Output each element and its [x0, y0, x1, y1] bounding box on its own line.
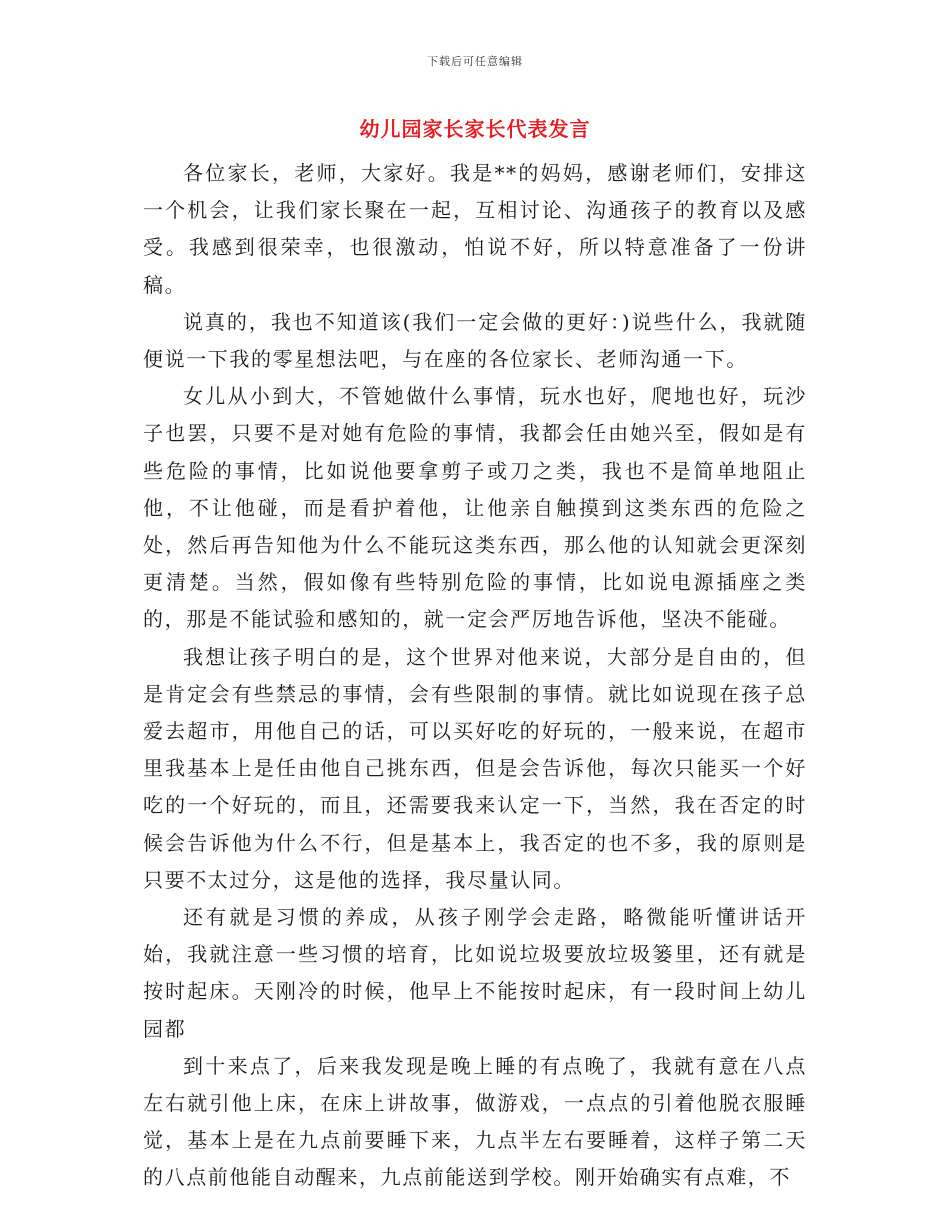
paragraph: 我想让孩子明白的是，这个世界对他来说，大部分是自由的，但是肯定会有些禁忌的事情，会有些限制的事情。就比如说现在孩子总爱去超市，用他自己的话，可以买好吃的好玩的，一般来说，在超市里我基本上是任由他自己挑东西，但是会告诉他，每次只能买一个好吃的一个好玩的，而且，还需要我来认定一下，当然，我在否定的时候会告诉他为什么不行，但是基本上，我否定的也不多，我的原则是只要不太过分，这是他的选择，我尽量认同。 [143, 644, 807, 892]
paragraph: 到十来点了，后来我发现是晚上睡的有点晚了，我就有意在八点左右就引他上床，在床上讲故事，做游戏，一点点的引着他脱衣服睡觉，基本上是在九点前要睡下来，九点半左右要睡着，这样子第二天的八点前他能自动醒来，九点前能送到学校。刚开始确实有点难，不 [143, 1053, 807, 1190]
header-note: 下载后可任意编辑 [427, 55, 523, 68]
paragraph: 女儿从小到大，不管她做什么事情，玩水也好，爬地也好，玩沙子也罢，只要不是对她有危险的事情，我都会任由她兴至，假如是有些危险的事情，比如说他要拿剪子或刀之类，我也不是简单地阻止他，不让他碰，而是看护着他，让他亲自触摸到这类东西的危险之处，然后再告知他为什么不能玩这类东西，那么他的认知就会更深刻更清楚。当然，假如像有些特别危险的事情，比如说电源插座之类的，那是不能试验和感知的，就一定会严厉地告诉他，坚决不能碰。 [143, 384, 807, 632]
paragraph: 还有就是习惯的养成，从孩子刚学会走路，略微能听懂讲话开始，我就注意一些习惯的培育，比如说垃圾要放垃圾篓里，还有就是按时起床。天刚冷的时候，他早上不能按时起床，有一段时间上幼儿园都 [143, 905, 807, 1041]
document-body [143, 155, 807, 1197]
paragraph: 各位家长，老师，大家好。我是**的妈妈，感谢老师们，安排这一个机会，让我们家长聚在一起，互相讨论、沟通孩子的教育以及感受。我感到很荣幸，也很激动，怕说不好，所以特意准备了一份讲稿。 [143, 161, 807, 297]
paragraph: 说真的，我也不知道该(我们一定会做的更好：)说些什么，我就随便说一下我的零星想法吧，与在座的各位家长、老师沟通一下。 [143, 309, 807, 372]
document-title: 幼儿园家长家长代表发言 [359, 117, 591, 141]
